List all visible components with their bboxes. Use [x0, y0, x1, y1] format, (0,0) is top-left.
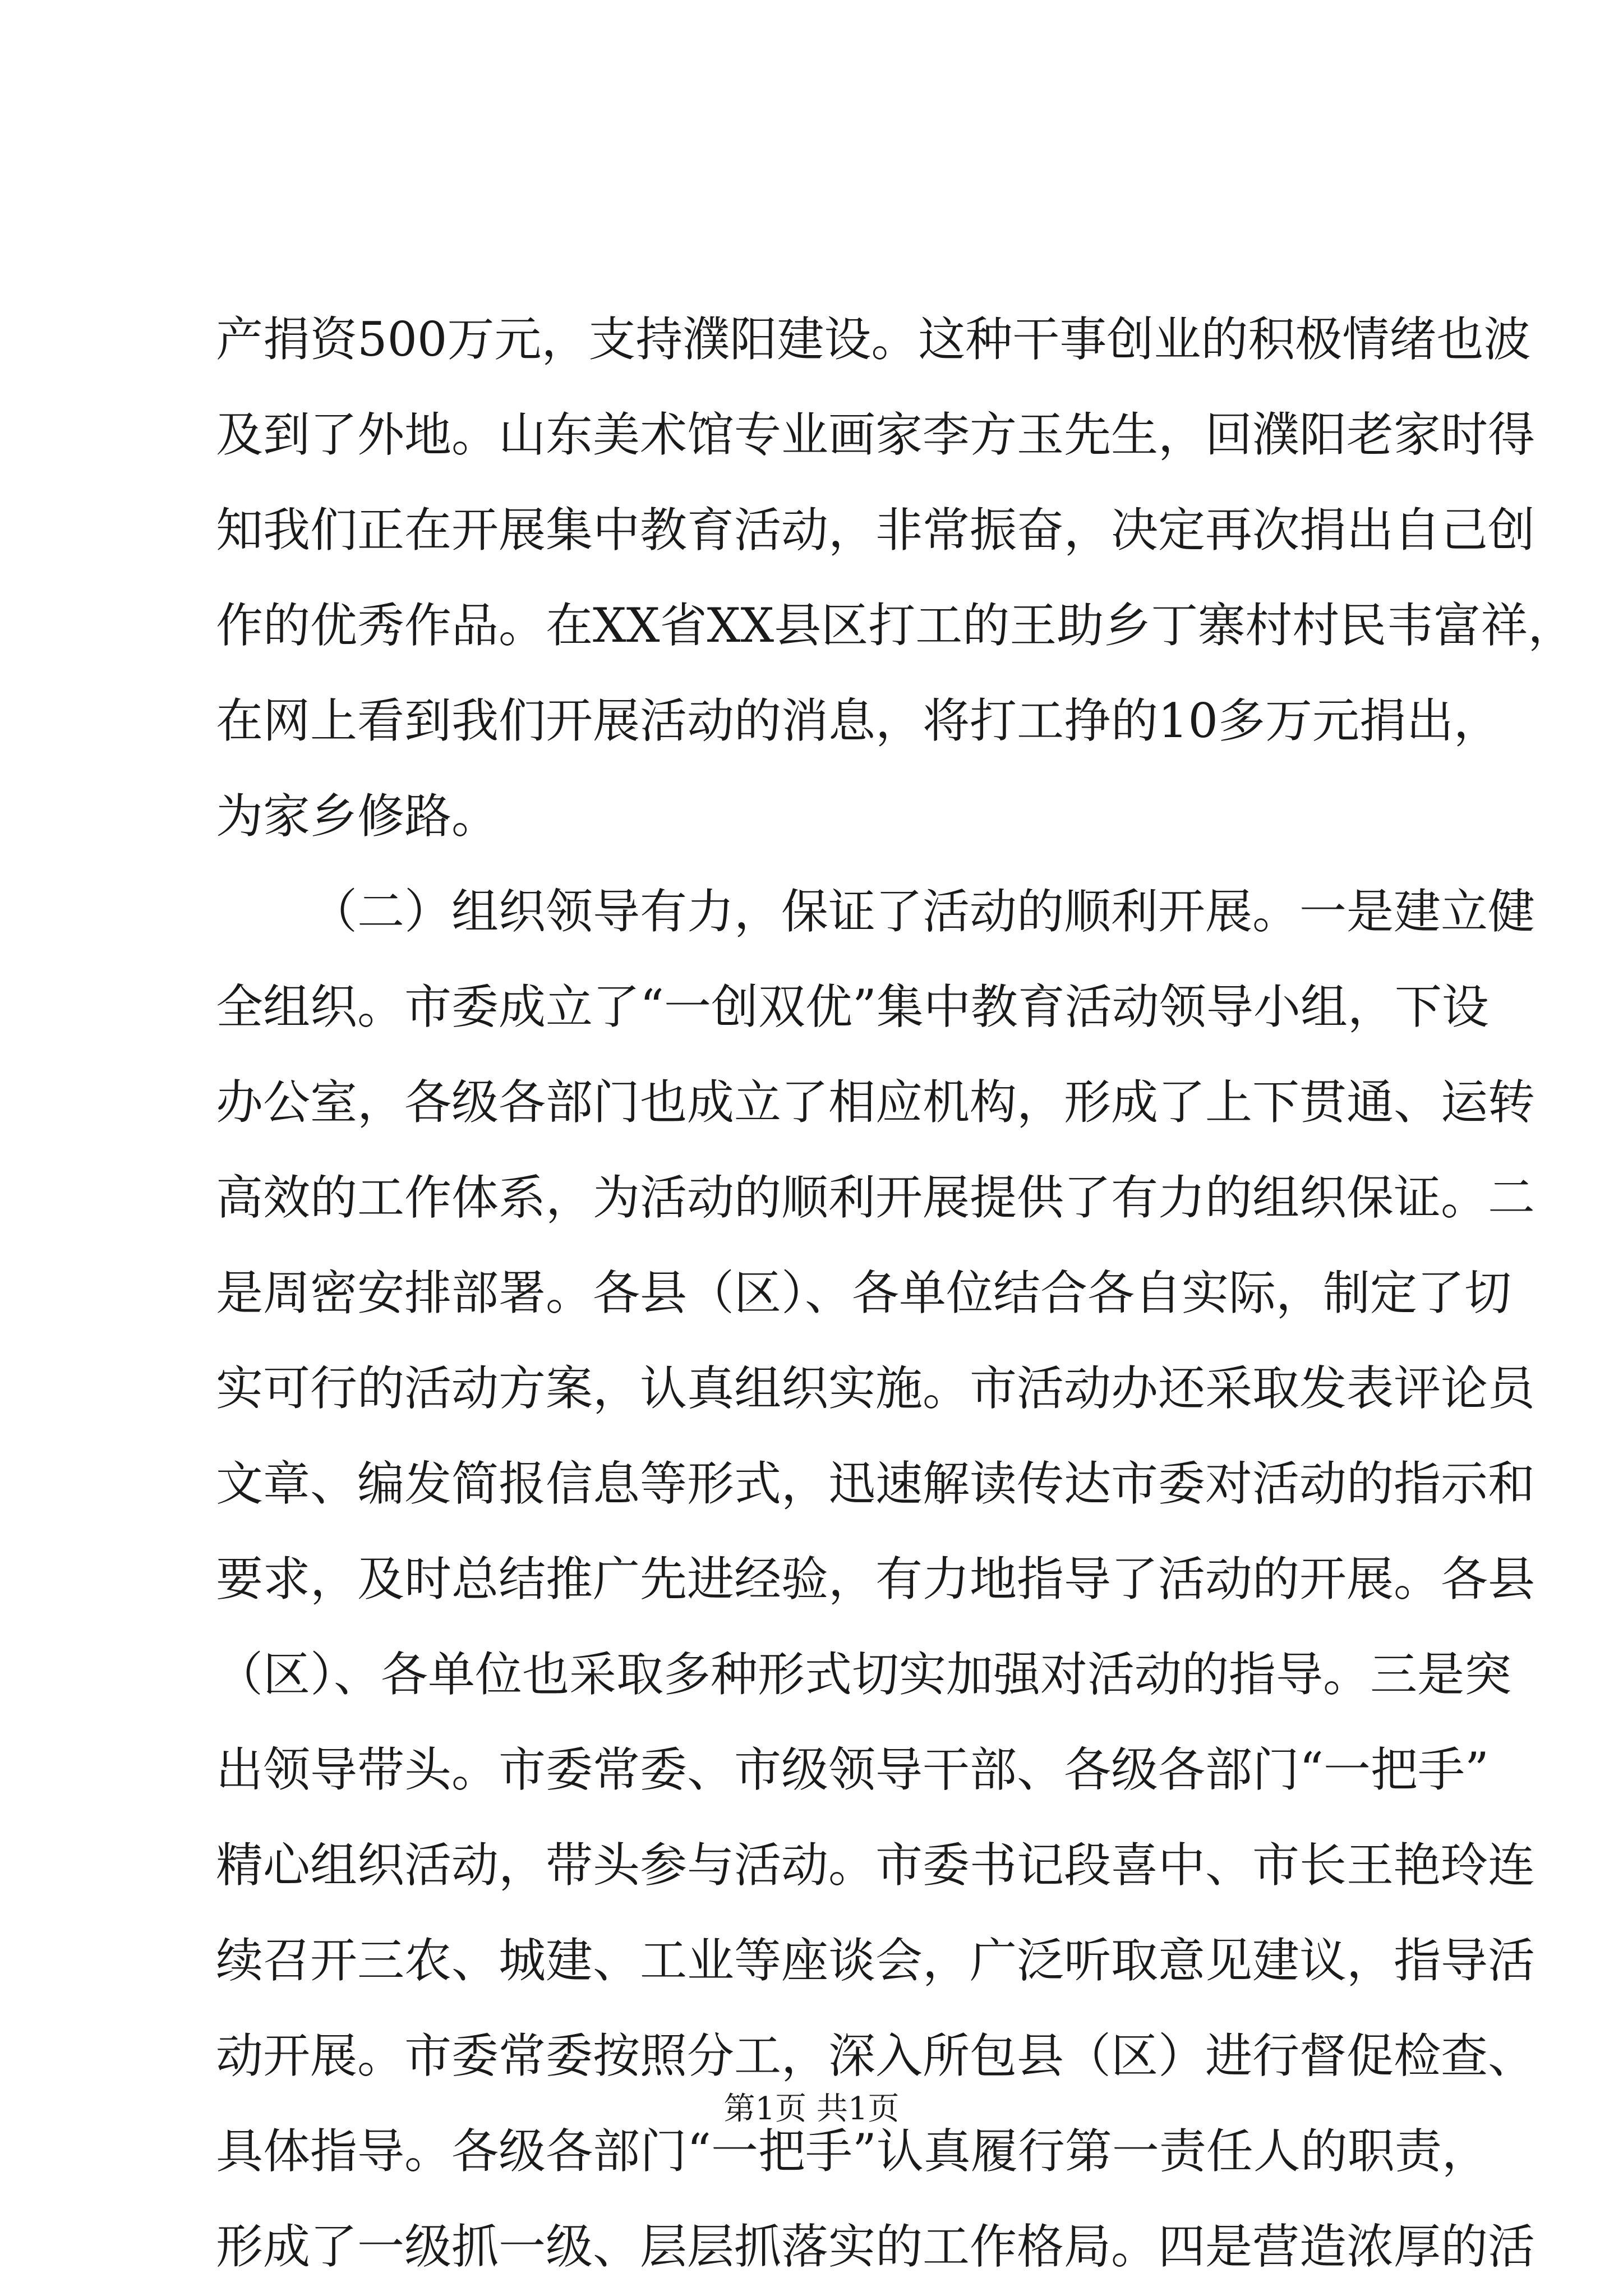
text-line: 精心组织活动，带头参与活动。市委书记段喜中、市长王艳玲连	[216, 1838, 1536, 1893]
text-line: 续召开三农、城建、工业等座谈会，广泛听取意见建议，指导活	[216, 1933, 1536, 1988]
text-line: 在网上看到我们开展活动的消息，将打工挣的10多万元捐出，	[216, 693, 1501, 748]
text-line: 动开展。市委常委按照分工，深入所包县（区）进行督促检查、	[216, 2028, 1536, 2083]
text-line: 具体指导。各级各部门“一把手”认真履行第一责任人的职责，	[216, 2124, 1489, 2179]
text-line: 要求，及时总结推广先进经验，有力地指导了活动的开展。各县	[216, 1552, 1536, 1607]
text-line: 办公室，各级各部门也成立了相应机构，形成了上下贯通、运转	[216, 1075, 1536, 1130]
text-line: 实可行的活动方案，认真组织实施。市活动办还采取发表评论员	[216, 1361, 1536, 1416]
text-line: 出领导带头。市委常委、市级领导干部、各级各部门“一把手”	[216, 1742, 1489, 1797]
text-line: 作的优秀作品。在XX省XX县区打工的王助乡丁寨村村民韦富祥，	[216, 598, 1575, 653]
text-line: 是周密安排部署。各县（区）、各单位结合各自实际，制定了切	[216, 1266, 1512, 1320]
text-line: （二）组织领导有力，保证了活动的顺利开展。一是建立健	[310, 884, 1536, 939]
text-line: 知我们正在开展集中教育活动，非常振奋，决定再次捐出自己创	[216, 503, 1536, 558]
text-line: 及到了外地。山东美术馆专业画家李方玉先生，回濮阳老家时得	[216, 407, 1536, 462]
text-line: 形成了一级抓一级、层层抓落实的工作格局。四是营造浓厚的活	[216, 2219, 1536, 2274]
text-line: 为家乡修路。	[216, 789, 499, 844]
page-number-label: 第1页 共1页	[723, 2091, 900, 2127]
page-footer	[0, 2087, 1623, 2132]
text-line: 文章、编发简报信息等形式，迅速解读传达市委对活动的指示和	[216, 1456, 1536, 1511]
text-line: 全组织。市委成立了“一创双优”集中教育活动领导小组，下设	[216, 979, 1489, 1034]
text-line: 产捐资500万元，支持濮阳建设。这种干事创业的积极情绪也波	[216, 312, 1531, 367]
text-line: 高效的工作体系，为活动的顺利开展提供了有力的组织保证。二	[216, 1170, 1536, 1225]
text-line: （区）、各单位也采取多种形式切实加强对活动的指导。三是突	[216, 1647, 1512, 1702]
body-text	[216, 292, 1575, 2294]
